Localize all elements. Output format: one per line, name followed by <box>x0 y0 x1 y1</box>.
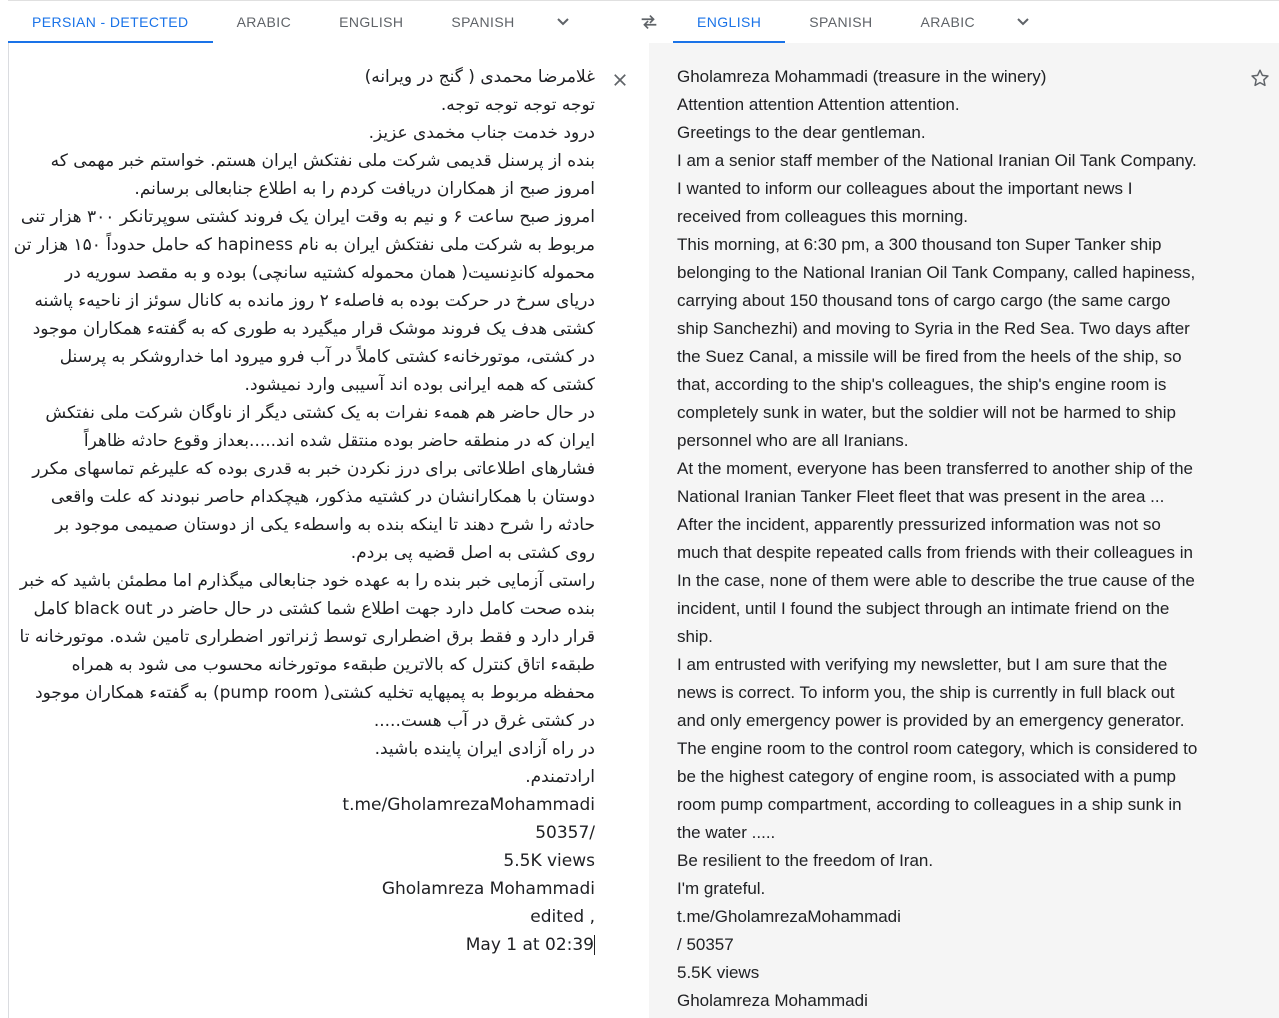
translation-text-line: At the moment, everyone has been transferred to another ship of the <box>677 459 1193 478</box>
translation-text-line: personnel who are all Iranians. <box>677 431 909 450</box>
translation-text-line: Be resilient to the freedom of Iran. <box>677 851 934 870</box>
translation-text-line: Greetings to the dear gentleman. <box>677 123 926 142</box>
source-text-line: محموله کاندِنسیت( همان محموله کشتیه سانچی) بوده و به مقصد سوریه در <box>65 263 595 283</box>
translation-text-line: National Iranian Tanker Fleet fleet that was present in the area ... <box>677 487 1165 506</box>
translation-text-line: I wanted to inform our colleagues about the important news I <box>677 179 1133 198</box>
source-text-input[interactable] <box>13 63 595 959</box>
tab-source-english[interactable]: ENGLISH <box>339 14 404 30</box>
source-text-line: ایران که در منطقه حاضر بوده منتقل شده اند.....بعداز وقوع حادثه ظاهراً <box>83 431 595 451</box>
source-text-line: ارادتمندم. <box>525 767 595 787</box>
translation-text-line: and only emergency power is provided by an emergency generator. <box>677 711 1185 730</box>
text-cursor <box>594 935 595 955</box>
source-text-line: غلامرضا محمدی ( گنج در ویرانه) <box>364 67 595 87</box>
translation-text-line: After the incident, apparently pressurized information was not so <box>677 515 1161 534</box>
translation-text-line: carrying about 150 thousand tons of cargo cargo (the same cargo <box>677 291 1171 310</box>
source-text-line: در حال حاضر هم همهء نفرات به یک کشتی دیگر از ناوگان شرکت ملی نفتکش <box>45 403 595 423</box>
source-text-line: توجه توجه توجه توجه. <box>440 95 595 115</box>
source-text-line: May 1 at 02:39 <box>465 935 594 955</box>
tab-target-spanish[interactable]: SPANISH <box>809 14 873 30</box>
translation-text-line: much that despite repeated calls from friends with their colleagues in <box>677 543 1193 562</box>
translation-text-line: This morning, at 6:30 pm, a 300 thousand ton Super Tanker ship <box>677 235 1162 254</box>
target-more-languages-button[interactable] <box>999 1 1047 43</box>
translation-text-line: be the highest category of engine room, is associated with a pump <box>677 767 1176 786</box>
close-icon <box>611 71 629 89</box>
source-text-line: دوستان با همکارانشان در کشتیه مذکور، هیچکدام حاصر نبودند که علت واقعی <box>50 487 595 507</box>
translation-text-line: ship Sanchezhi) and moving to Syria in the Red Sea. Two days after <box>677 319 1190 338</box>
source-text-line: دریای سرخ در حرکت بوده به فاصلهء ۲ روز مانده به کانال سوئز از ناحیهء پاشنه <box>34 291 595 311</box>
translation-text-line: belonging to the National Iranian Oil Tank Company, called hapiness, <box>677 263 1196 282</box>
translation-text-line: that, according to the ship's colleagues, the ship's engine room is <box>677 375 1167 394</box>
source-text-line: امروز صبح از همکاران دریافت کردم را به اطلاع جنابعالی برسانم. <box>134 179 595 199</box>
source-text-line: محفظه مربوط به پمپهایه تخلیه کشتی( pump room) به گفتهء همکاران موجود <box>35 683 595 703</box>
source-text-line: 50357/ <box>535 823 595 843</box>
language-bar <box>8 0 1279 44</box>
tab-source-arabic[interactable]: ARABIC <box>236 14 292 30</box>
tab-target-english[interactable]: ENGLISH <box>673 1 785 43</box>
translation-text-line: The engine room to the control room category, which is considered to <box>677 739 1198 758</box>
source-text-line: روی کشتی به اصل قضیه پی بردم. <box>350 543 595 563</box>
translation-text-line: received from colleagues this morning. <box>677 207 969 226</box>
translation-text-line: / 50357 <box>677 935 734 954</box>
translation-output <box>677 63 1237 1015</box>
star-outline-icon <box>1249 67 1271 89</box>
translation-text-line: t.me/GholamrezaMohammadi <box>677 907 901 926</box>
source-text-line: حادثه را شرح دهند تا اینکه بنده به واسطهء یکی از دوستان صمیمی موجود بر <box>55 515 595 535</box>
swap-horiz-icon <box>638 11 660 33</box>
translation-text-line: Gholamreza Mohammadi (treasure in the winery) <box>677 67 1047 86</box>
target-language-tabs <box>673 1 1047 43</box>
translation-text-line: room pump compartment, according to colleagues in a ship sunk in <box>677 795 1182 814</box>
translation-text-line: I am entrusted with verifying my newsletter, but I am sure that the <box>677 655 1168 674</box>
chevron-down-icon <box>551 10 575 34</box>
source-text-line: راستی آزمایی خبر بنده را به عهده خود جنابعالی میگذارم اما مطمئن باشید که خبر <box>19 571 595 591</box>
translation-text-line: completely sunk in water, but the soldier will not be harmed to ship <box>677 403 1176 422</box>
chevron-down-icon <box>1011 10 1035 34</box>
source-language-tabs <box>8 1 587 43</box>
translation-text-line: I am a senior staff member of the National Iranian Oil Tank Company. <box>677 151 1197 170</box>
source-text-line: در راه آزادی ایران پاینده باشید. <box>374 739 595 759</box>
source-text-line: امروز صبح ساعت ۶ و نیم به وقت ایران یک فروند کشتی سوپرتانکر ۳۰۰ هزار تنی <box>20 207 595 227</box>
translation-panel <box>649 43 1279 1018</box>
translation-text-line: 5.5K views <box>677 963 760 982</box>
tab-source-persian-detected[interactable]: PERSIAN - DETECTED <box>8 1 213 43</box>
source-text-line: طبقهء اتاق کنترل که بالاترین طبقهء موتورخانه محسوب می شود به همراه <box>71 655 595 675</box>
source-text-line: t.me/GholamrezaMohammadi <box>342 795 595 815</box>
translation-text-line: the water ..... <box>677 823 776 842</box>
source-text-line: کشتی که همه ایرانی بوده اند آسیبی وارد نمیشود. <box>244 375 595 395</box>
source-text-line: مربوط به شرکت ملی نفتکش ایران به نام hapiness که حامل حدوداً ۱۵۰ هزار تن <box>13 235 595 255</box>
tab-target-arabic[interactable]: ARABIC <box>920 14 976 30</box>
source-text-line: کشتی هدف یک فروند موشک قرار میگیرد به طوری که به گفتهء همکاران موجود <box>32 319 595 339</box>
source-text-line: در کشتی غرق در آب هست..... <box>373 711 595 731</box>
source-text-line: edited , <box>530 907 595 927</box>
translation-text-line: In the case, none of them were able to describe the true cause of the <box>677 571 1195 590</box>
source-text-line: بنده صحت کامل دارد جهت اطلاع شما کشتی در حال حاضر در black out کامل <box>33 599 595 619</box>
save-translation-button[interactable] <box>1247 65 1273 91</box>
source-text-line: قرار دارد و فقط برق اضطراری توسط ژنراتور اضطراری تامین شده. موتورخانه تا <box>19 627 595 647</box>
source-text-line: درود خدمت جناب مخمدی عزیز. <box>368 123 595 143</box>
translation-text-line: news is correct. To inform you, the ship is currently in full black out <box>677 683 1175 702</box>
translation-text-line: Gholamreza Mohammadi <box>677 991 868 1010</box>
translation-text-line: incident, until I found the subject through an intimate friend on the <box>677 599 1170 618</box>
source-text-line: Gholamreza Mohammadi <box>381 879 595 899</box>
source-text-line: 5.5K views <box>503 851 595 871</box>
tab-source-spanish[interactable]: SPANISH <box>451 14 515 30</box>
source-text-line: در کشتی، موتورخانهء کشتی کاملاً در آب فرو میرود اما خداروشکر به پرسنل <box>59 347 595 367</box>
source-more-languages-button[interactable] <box>539 1 587 43</box>
translation-text-line: I'm grateful. <box>677 879 766 898</box>
clear-source-button[interactable] <box>607 67 633 93</box>
translation-text-line: Attention attention Attention attention. <box>677 95 960 114</box>
source-text-line: فشارهای اطلاعاتی برای درز نکردن خبر به قدری بوده که علیرغم تماسهای مکرر <box>32 459 595 479</box>
translation-text-line: the Suez Canal, a missile will be fired from the heels of the ship, so <box>677 347 1182 366</box>
translation-text-line: ship. <box>677 627 713 646</box>
source-text-panel[interactable] <box>9 43 649 1018</box>
source-text-line: بنده از پرسنل قدیمی شرکت ملی نفتکش ایران هستم. خواستم خبر مهمی که <box>50 151 595 171</box>
swap-languages-button[interactable] <box>634 1 664 43</box>
